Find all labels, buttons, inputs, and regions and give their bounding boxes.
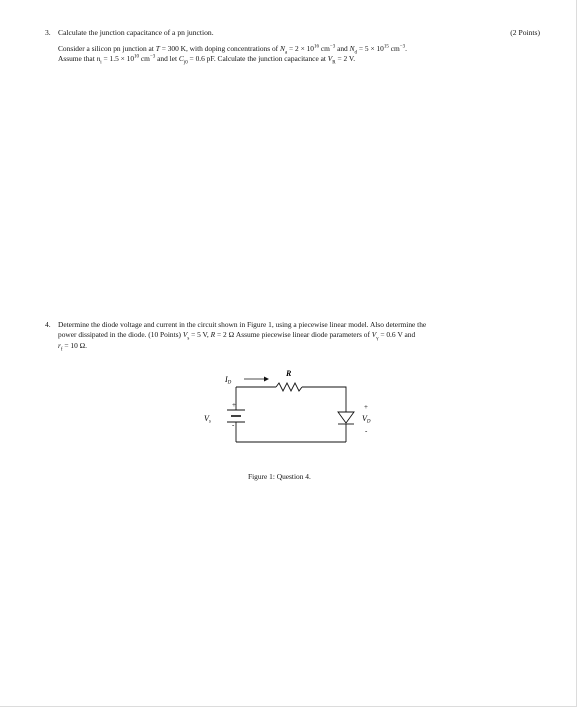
- resistor-label: R: [286, 369, 292, 378]
- question-3-title: Calculate the junction capacitance of a pn junction.: [58, 28, 214, 37]
- diode-plus-sign: +: [364, 403, 368, 411]
- question-4-number: 4.: [45, 320, 51, 329]
- source-plus-sign: +: [232, 401, 236, 409]
- diode-voltage-label: VD: [362, 414, 371, 425]
- figure-caption: Figure 1: Question 4.: [248, 472, 311, 481]
- resistor-symbol: [276, 383, 302, 391]
- current-label: ID: [225, 375, 232, 386]
- question-3-number: 3.: [45, 28, 51, 37]
- question-3-text-line-1: Consider a silicon pn junction at T = 300 K, with doping concentrations of $N_a = 2 \times 10^{16}$ $cm^{-3}$ and $N_d = 5 \times 10^{15}$ $cm^{-3}$.: [58, 44, 407, 56]
- wire-top-right: [302, 387, 346, 412]
- source-minus-sign: -: [232, 421, 235, 429]
- question-3-points: (2 Points): [510, 28, 540, 37]
- circuit-diagram: [190, 364, 390, 484]
- diode-minus-sign: -: [365, 427, 368, 435]
- question-3-text-line-2: Assume that $n_i = 1.5 \times 10^{10}$ $cm^{-3}$ and let $C_{j0} = 0.6$ pF. Calculate the junction capacitance at $V_R = 2$ V.: [58, 54, 356, 66]
- current-arrow-head: [264, 377, 269, 382]
- question-4-text-line-2: power dissipated in the diode. (10 Points) $V_s = 5$ V, R = 2 Ω Assume piecewise linear diode parameters of $V_\gamma = 0.6$ V and: [58, 330, 416, 342]
- question-4-text-line-3: $r_f = 10$ Ω.: [58, 341, 88, 353]
- source-label: Vs: [204, 414, 211, 425]
- question-4-text-line-1: Determine the diode voltage and current in the circuit shown in Figure 1, using a piecewise linear model. Also determine the: [58, 320, 427, 329]
- diode-triangle: [338, 412, 354, 423]
